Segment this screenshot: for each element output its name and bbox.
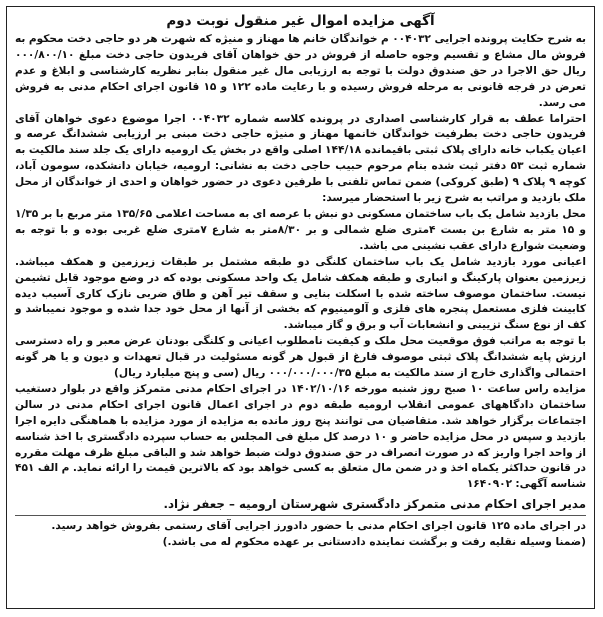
auction-notice	[6, 6, 595, 609]
auction-terms-paragraph: مزایده راس ساعت ۱۰ صبح روز شنبه مورخه ۱۴۰۲/۱۰/۱۶ در اجرای احکام مدنی متمرکز واقع در بلوار دستغیب ساختمان دادگاههای عمومی انقلاب ارومیه طبقه دوم در اجرای اعمال قانون اجرای احکام مدنی در سالن اجتماعات برگزار خواهد شد. متقاضیان می توانند پنج روز مانده به مزایده از مورد مزایده با هماهنگی دایره اجرا بازدید و سپس در محل مزایده حاضر و ۱۰ درصد کل مبلغ فی المجلس به حساب سپرده دادگستری با اخذ شناسه از واحد اجرا واریز که در صورت انصراف در حق صندوق دولت ضبط خواهد شد و الباقی مبلغ ظرف مهلت مقرره در قانون حداکثر یکماه اخذ و در ضمن مال متعلق به کسی خواهد بود که بالاترین قیمت را ارائه نماید. م الف ۴۵۱ شناسه آگهی: ۱۶۴۰۹۰۲	[15, 382, 586, 491]
footnote-transport: (ضمنا وسیله نقلیه رفت و برگشت نماینده دادستانی بر عهده محکوم له می باشد.)	[162, 535, 586, 548]
footnote-article-125: در اجرای ماده ۱۲۵ قانون اجرای احکام مدنی با حضور دادورز اجرایی آقای رستمی بفروش خواهد رسید.	[51, 520, 586, 533]
valuation-paragraph: با توجه به مراتب فوق موقعیت محل ملک و کیفیت نامطلوب اعیانی و کلنگی بودنان عرض معبر و راه دسترسی ارزش پایه ششدانگ پلاک ثبتی موصوف فارغ از قبول هر گونه مسئولیت در قبال تعهدات و دیون و یا هر گونه احتمالی واگذاری خارج از سند مالکیت به مبلغ ۰۰۰/۰۰۰/۰۰۰/۳۵ ریال (سی و پنج میلیارد ریال)	[15, 335, 586, 380]
signature-line: مدیر اجرای احکام مدنی متمرکز دادگستری شهرستان ارومیه – جعفر نژاد.	[163, 497, 586, 512]
property-site-paragraph: محل بازدید شامل یک باب ساختمان مسکونی دو نبش با عرصه ای به مساحت اعلامی ۱۳۵/۶۵ متر مربع با بر ۱/۳۵ و ۱۵ متر به شارع بن بست ۴متری ضلع شمالی و بر ۸/۳۰متر به شارع ۷متری ضلع غربی بوده و با توجه به وضعیت شوارع دارای عقب نشینی می باشد.	[15, 207, 586, 252]
building-description-paragraph: اعیانی مورد بازدید شامل یک باب ساختمان کلنگی دو طبقه مشتمل بر طبقات زیرزمین و همکف میباشد. زیرزمین بعنوان پارکینگ و انباری و طبقه همکف شامل یک واحد مسکونی بوده که در وضع موجود قابل تشیمن نیست. ساختمان موصوف ساخته شده با اسکلت بنایی و سقف تیر آهن و طاق ضربی نازک کاری آسیب دیده کابینت فلزی مستعمل پنجره های فلزی و آلومینیوم که بخشی از آنها از محل خود جدا شده و موجود نمیباشد و کف از نوع سنگ تزیینی و انشعابات آب و برق و گاز میباشد.	[15, 255, 586, 332]
divider	[15, 515, 586, 516]
notice-title: آگهی مزایده اموال غیر منقول نوبت دوم	[166, 13, 435, 29]
expert-report-paragraph: احتراما عطف به قرار کارشناسی اصداری در پرونده کلاسه شماره ۰۰۴۰۳۲ اجرا موضوع دعوی خواهان آقای فریدون حاجی دخت بطرفیت خواندگان خانمها مهناز و منیژه حاجی دخت مبنی بر ارزیابی ششدانگ عرصه و اعیان یکباب خانه دارای پلاک ثبتی باقیمانده ۱۴۴/۱۸ اصلی واقع در بخش یک ارومیه دارای یک جلد سند مالکیت به شماره ثبت ۵۳ دفتر ثبت شده بنام مرحوم حبیب حاجی دخت به نشانی: ارومیه، خیابان دانشکده، سومون آباد، کوچه ۹ پلاک ۹ (طبق کروکی) ضمن تماس تلفنی با طرفین دعوی در حضور خواهان و احدی از خواندگان از محل ملک بازدید و مراتب به شرح زیر با استحضار میرسد:	[15, 112, 587, 205]
intro-paragraph: به شرح حکایت پرونده اجرایی ۰۰۴۰۳۲ م خواندگان خانم ها مهناز و منیژه که شهرت هر دو حاجی دخت محکوم به فروش مال مشاع و تقسیم وجوه حاصله از فروش در حق خواهان آقای فریدون حاجی دخت مبلغ ۰۰۰/۸۰۰/۱۰ ریال حق الاجرا در حق صندوق دولت با توجه به ارزیابی مال غیر منقول بنابر نظریه کارشناسی و ابلاغ و عدم تعرض در فرجه قانونی به مرحله فروش رسیده و با رعایت ماده ۱۲۲ و ۱۵ قانون اجرای احکام مدنی به فروش می رسد.	[15, 33, 586, 109]
